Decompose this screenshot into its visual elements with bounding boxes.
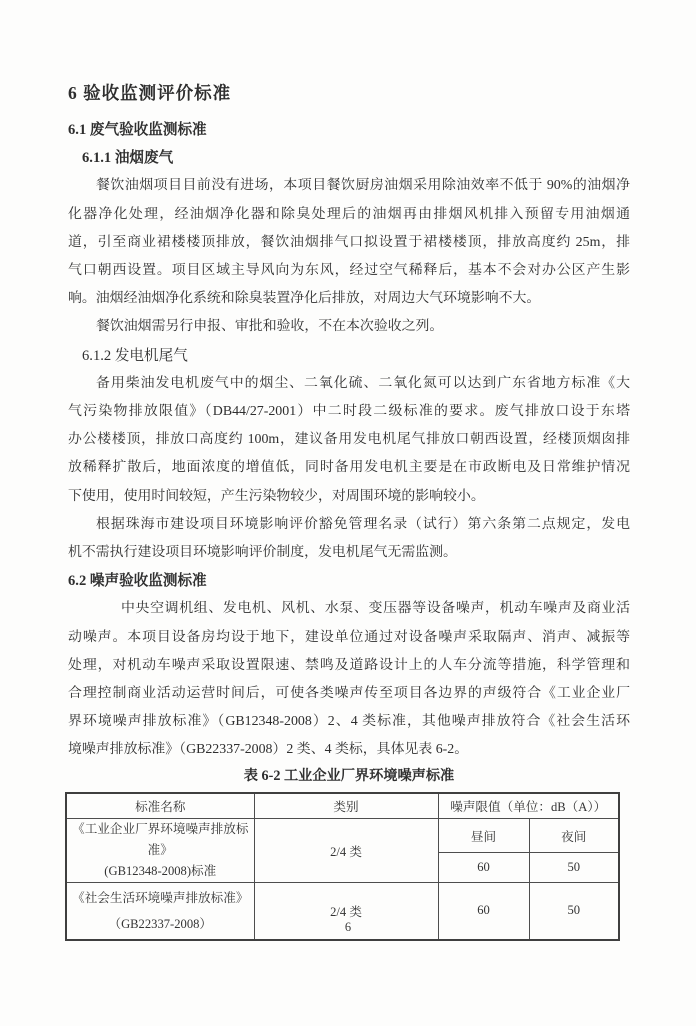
heading-section-6-2: 6.2 噪声验收监测标准 (68, 573, 207, 590)
text-line: 下使用，使用时间较短，产生污染物较少，对周围环境的影响较小。 (68, 488, 485, 504)
text-line: 动噪声。本项目设备房均设于地下，建设单位通过对设备噪声采取隔声、消声、减振等 (68, 629, 630, 645)
text-line: （GB22337-2008） (108, 916, 213, 931)
table-header-category: 类别 (254, 793, 438, 819)
text-line: 机不需执行建设项目环境影响评价制度，发电机尾气无需监测。 (68, 545, 457, 561)
text-line: 响。油烟经油烟净化系统和除臭装置净化后排放，对周边大气环境影响不大。 (68, 291, 541, 307)
table-cell-standard-1 (66, 818, 254, 882)
text-line: 《工业企业厂界环境噪声排放标准》 (72, 821, 249, 857)
table-header-standard-name: 标准名称 (66, 793, 254, 819)
text-line: 道，引至商业裙楼楼顶排放，餐饮油烟排气口拟设置于裙楼楼顶，排放高度约 25m，排 (68, 234, 630, 250)
text-line: 境噪声排放标准》（GB22337-2008）2 类、4 类标，具体见表 6-2。 (68, 742, 469, 758)
table-cell-night-limit-1: 50 (529, 852, 619, 882)
page-number: 6 (344, 920, 352, 934)
table-cell-day-limit-2: 60 (438, 882, 529, 940)
table-subheader-daytime: 昼间 (438, 818, 529, 852)
paragraph-oil-fume-note (68, 313, 630, 341)
paragraph-oil-fume (68, 172, 630, 313)
text-line: 化器净化处理，经油烟净化器和除臭处理后的油烟再由排烟风机排入预留专用油烟通 (68, 206, 630, 222)
text-line: 气污染物排放限值》（DB44/27-2001）中二时段二级标准的要求。废气排放口设于东塔 (68, 404, 630, 420)
table-cell-category-2: 2/4 类 (254, 882, 438, 940)
table-title: 表 6-2 工业企业厂界环境噪声标准 (243, 767, 455, 784)
text-line: 界环境噪声排放标准》（GB12348-2008）2、4 类标准，其他噪声排放符合《社会生活环 (68, 714, 630, 730)
heading-section-6-1: 6.1 废气验收监测标准 (68, 122, 207, 138)
paragraph-generator-exhaust (68, 370, 630, 511)
paragraph-generator-exemption (68, 511, 630, 567)
table-cell-day-limit-1: 60 (438, 852, 529, 882)
text-line: (GB12348-2008)标准 (104, 863, 217, 878)
text-line: 气口朝西设置。项目区域主导风向为东风，经过空气稀释后，基本不会对办公区产生影 (68, 263, 630, 279)
heading-section-6-1-1: 6.1.1 油烟废气 (82, 150, 174, 167)
table-cell-night-limit-2: 50 (529, 882, 619, 940)
text-line: 中央空调机组、发电机、风机、水泵、变压器等设备噪声，机动车噪声及商业活 (121, 601, 630, 617)
text-line: 餐饮油烟项目目前没有进场，本项目餐饮厨房油烟采用除油效率不低于 90%的油烟净 (96, 178, 630, 194)
paragraph-noise-standard (68, 595, 630, 764)
noise-standard-table (65, 792, 620, 941)
text-line: 放稀释扩散后，地面浓度的增值低，同时备用发电机主要是在市政断电及日常维护情况 (68, 460, 630, 476)
heading-section-6-1-2: 6.1.2 发电机尾气 (82, 347, 188, 364)
text-line: 备用柴油发电机废气中的烟尘、二氧化硫、二氧化氮可以达到广东省地方标准《大 (96, 375, 630, 391)
text-line: 处理，对机动车噪声采取设置限速、禁鸣及道路设计上的人车分流等措施，科学管理和 (68, 657, 630, 673)
text-line: 餐饮油烟需另行申报、审批和验收，不在本次验收之列。 (96, 319, 444, 335)
table-header-noise-limit: 噪声限值（单位：dB（A）） (438, 793, 619, 819)
text-line: 办公楼楼顶，排放口高度约 100m，建议备用发电机尾气排放口朝西设置，经楼顶烟囱排 (68, 432, 630, 448)
text-line: 合理控制商业活动运营时间后，可使各类噪声传至项目各边界的声级符合《工业企业厂 (68, 686, 630, 702)
text-line: 《社会生活环境噪声排放标准》 (72, 890, 249, 905)
table-subheader-nighttime: 夜间 (529, 818, 619, 852)
text-line: 根据珠海市建设项目环境影响评价豁免管理名录（试行）第六条第二点规定，发电 (96, 516, 630, 532)
heading-section-6: 6 验收监测评价标准 (68, 83, 232, 103)
table-cell-category-1: 2/4 类 (254, 818, 438, 882)
